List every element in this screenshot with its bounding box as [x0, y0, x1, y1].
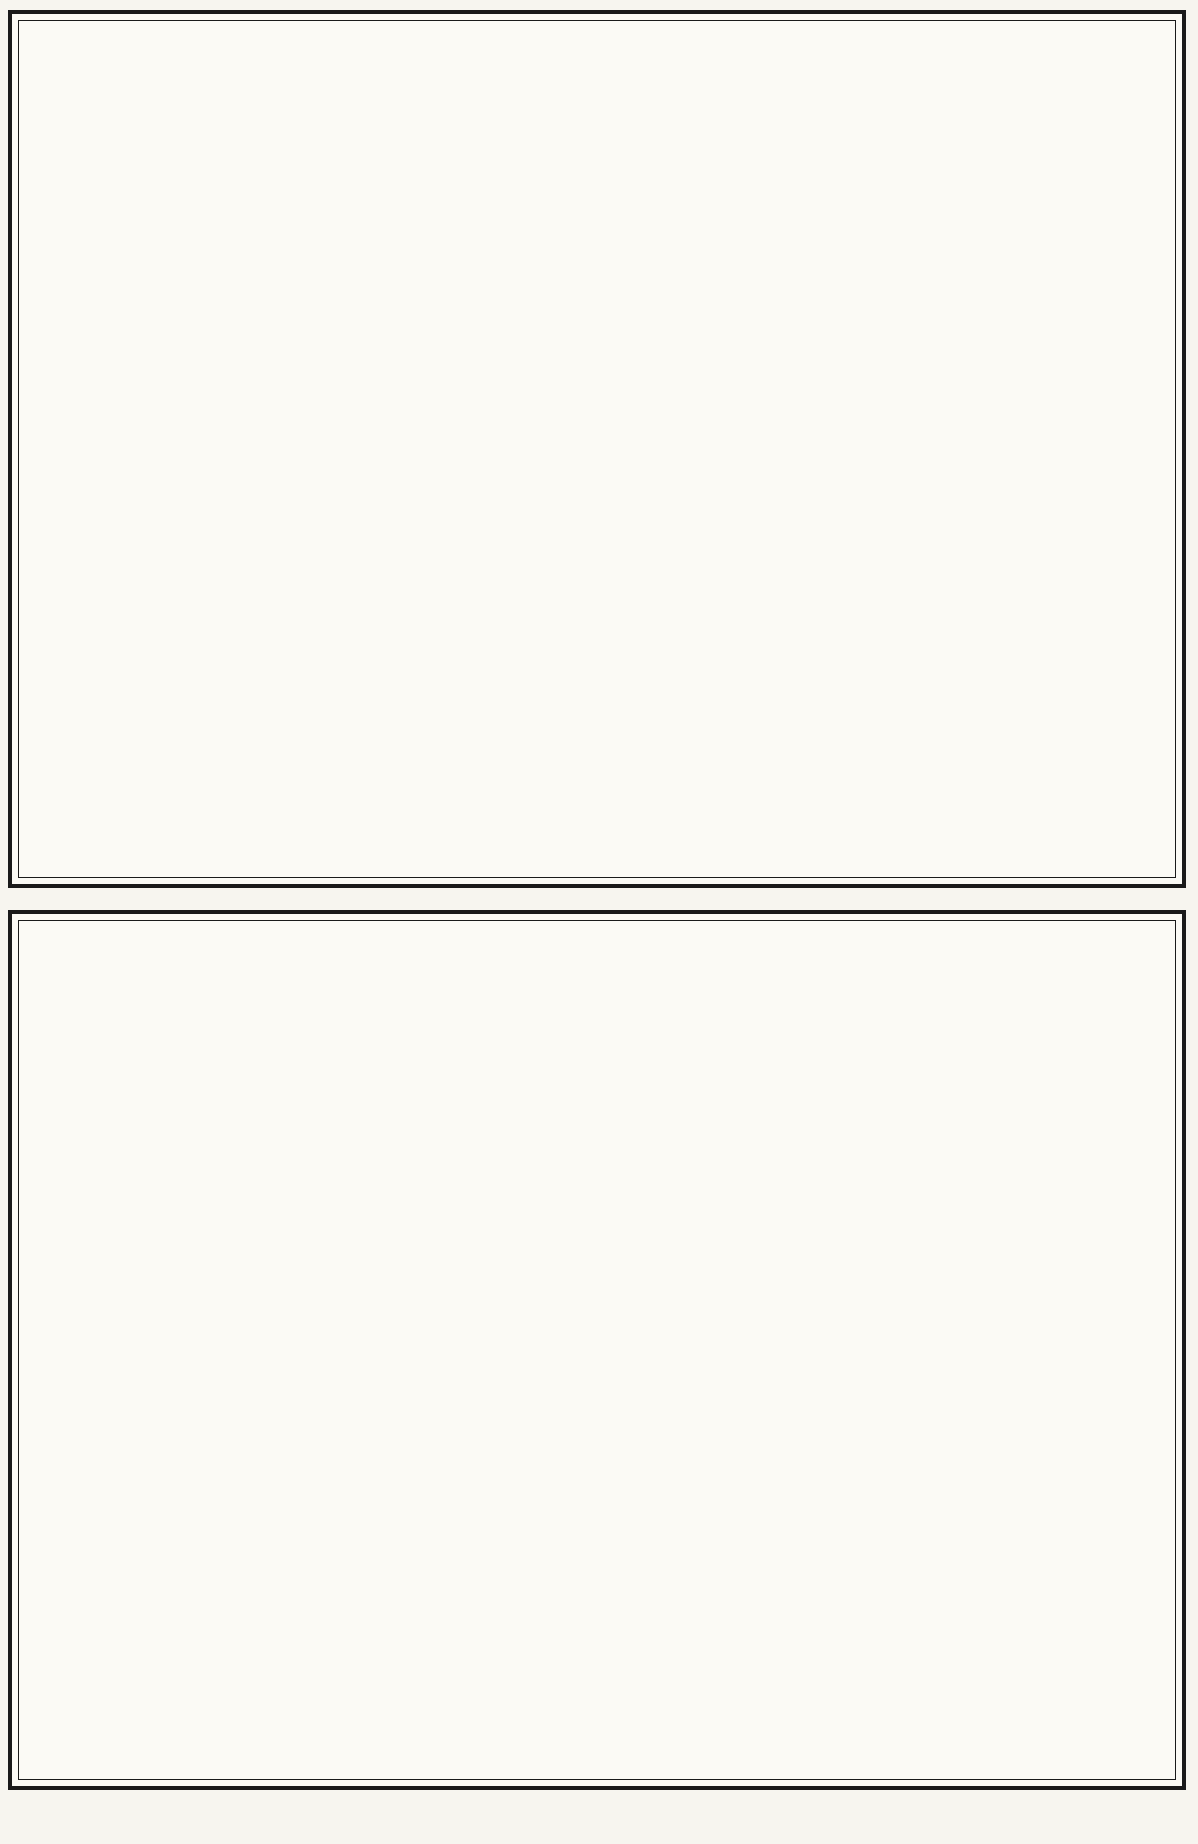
top-page-columns [26, 26, 1168, 870]
top-page [8, 10, 1186, 888]
bottom-page-columns [26, 926, 1168, 1772]
bottom-page [8, 910, 1186, 1790]
